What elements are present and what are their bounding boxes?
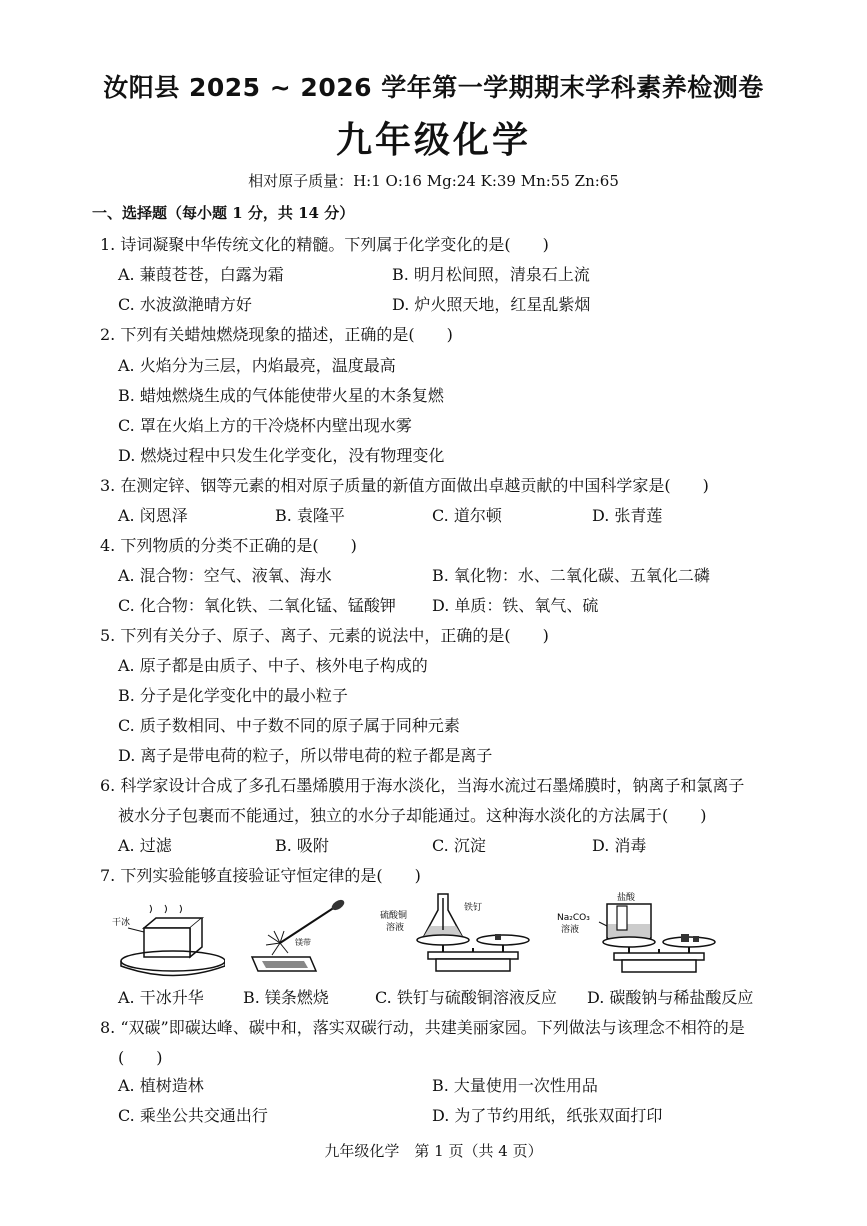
q8-option-d: D. 为了节约用纸，纸张双面打印 — [432, 1106, 663, 1125]
nail-label: 铁钉 — [464, 903, 483, 913]
atomic-masses: 相对原子质量：H:1 O:16 Mg:24 K:39 Mn:55 Zn:65 — [248, 172, 619, 190]
q4-option-b: B. 氧化物：水、二氧化碳、五氧化二磷 — [432, 566, 710, 585]
q4-option-c: C. 化合物：氧化铁、二氧化锰、锰酸钾 — [118, 596, 396, 615]
sodium-carbonate-balance-figure — [555, 888, 725, 980]
q1-option-b: B. 明月松间照，清泉石上流 — [392, 265, 590, 284]
q8-option-c: C. 乘坐公共交通出行 — [118, 1106, 268, 1125]
na2co3-label: Na₂CO₃ — [557, 913, 590, 923]
q5-option-b: B. 分子是化学变化中的最小粒子 — [118, 686, 348, 705]
hcl-label: 盐酸 — [617, 893, 636, 903]
q7-option-c: C. 铁钉与硫酸铜溶液反应 — [375, 988, 557, 1007]
question-6-stem: 6. 科学家设计合成了多孔石墨烯膜用于海水淡化，当海水流过石墨烯膜时，钠离子和氯离子 — [100, 776, 745, 795]
question-1-stem: 1. 诗词凝聚中华传统文化的精髓。下列属于化学变化的是( ) — [100, 235, 549, 254]
q3-option-a: A. 闵恩泽 — [118, 506, 188, 525]
q4-option-d: D. 单质：铁、氧气、硫 — [432, 596, 599, 615]
magnesium-figure — [240, 895, 355, 980]
q2-option-c: C. 罩在火焰上方的干冷烧杯内壁出现水雾 — [118, 416, 412, 435]
q1-option-c: C. 水波潋滟晴方好 — [118, 295, 252, 314]
subject-title: 九年级化学 — [335, 120, 531, 161]
q3-option-d: D. 张青莲 — [592, 506, 663, 525]
question-8-stem-cont: ( ) — [118, 1048, 163, 1067]
q8-option-a: A. 植树造林 — [118, 1076, 204, 1095]
cuso4-label: 硫酸铜 — [380, 911, 408, 921]
q3-option-c: C. 道尔顿 — [432, 506, 502, 525]
q6-option-b: B. 吸附 — [275, 836, 329, 855]
mg-label: 镁带 — [295, 938, 311, 947]
q5-option-d: D. 离子是带电荷的粒子，所以带电荷的粒子都是离子 — [118, 746, 493, 765]
dry-ice-figure — [110, 895, 225, 980]
q4-option-a: A. 混合物：空气、液氧、海水 — [118, 566, 332, 585]
q1-option-d: D. 炉火照天地，红星乱紫烟 — [392, 295, 591, 314]
q2-option-d: D. 燃烧过程中只发生化学变化，没有物理变化 — [118, 446, 445, 465]
question-5-stem: 5. 下列有关分子、原子、离子、元素的说法中，正确的是( ) — [100, 626, 549, 645]
question-2-stem: 2. 下列有关蜡烛燃烧现象的描述，正确的是( ) — [100, 325, 453, 344]
q1-option-a: A. 蒹葭苍苍，白露为霜 — [118, 265, 284, 284]
q7-option-a: A. 干冰升华 — [118, 988, 204, 1007]
question-3-stem: 3. 在测定锌、铟等元素的相对原子质量的新值方面做出卓越贡献的中国科学家是( ) — [100, 476, 709, 495]
question-8-stem: 8. “双碳”即碳达峰、碳中和，落实双碳行动，共建美丽家园。下列做法与该理念不相符的是 — [100, 1018, 745, 1037]
q5-option-a: A. 原子都是由质子、中子、核外电子构成的 — [118, 656, 428, 675]
q6-option-c: C. 沉淀 — [432, 836, 486, 855]
dry-ice-label: 干冰 — [112, 918, 131, 928]
q7-option-d: D. 碳酸钠与稀盐酸反应 — [587, 988, 754, 1007]
exam-title: 汝阳县 2025 ~ 2026 学年第一学期期末学科素养检测卷 — [103, 73, 764, 102]
q6-option-a: A. 过滤 — [118, 836, 172, 855]
q5-option-c: C. 质子数相同、中子数不同的原子属于同种元素 — [118, 716, 460, 735]
q6-option-d: D. 消毒 — [592, 836, 647, 855]
cuso4-label-2: 溶液 — [386, 923, 405, 933]
q7-option-b: B. 镁条燃烧 — [243, 988, 329, 1007]
q2-option-a: A. 火焰分为三层，内焰最亮，温度最高 — [118, 356, 396, 375]
question-7-stem: 7. 下列实验能够直接验证守恒定律的是( ) — [100, 866, 421, 885]
question-4-stem: 4. 下列物质的分类不正确的是( ) — [100, 536, 357, 555]
q2-option-b: B. 蜡烛燃烧生成的气体能使带火星的木条复燃 — [118, 386, 444, 405]
page-footer: 九年级化学 第 1 页（共 4 页） — [324, 1142, 543, 1160]
na2co3-label-2: 溶液 — [561, 925, 580, 935]
q3-option-b: B. 袁隆平 — [275, 506, 345, 525]
q8-option-b: B. 大量使用一次性用品 — [432, 1076, 598, 1095]
question-6-stem-cont: 被水分子包裹而不能通过，独立的水分子却能通过。这种海水淡化的方法属于( ) — [118, 806, 707, 825]
iron-nail-balance-figure — [378, 888, 538, 980]
section-heading: 一、选择题（每小题 1 分，共 14 分） — [92, 204, 355, 222]
